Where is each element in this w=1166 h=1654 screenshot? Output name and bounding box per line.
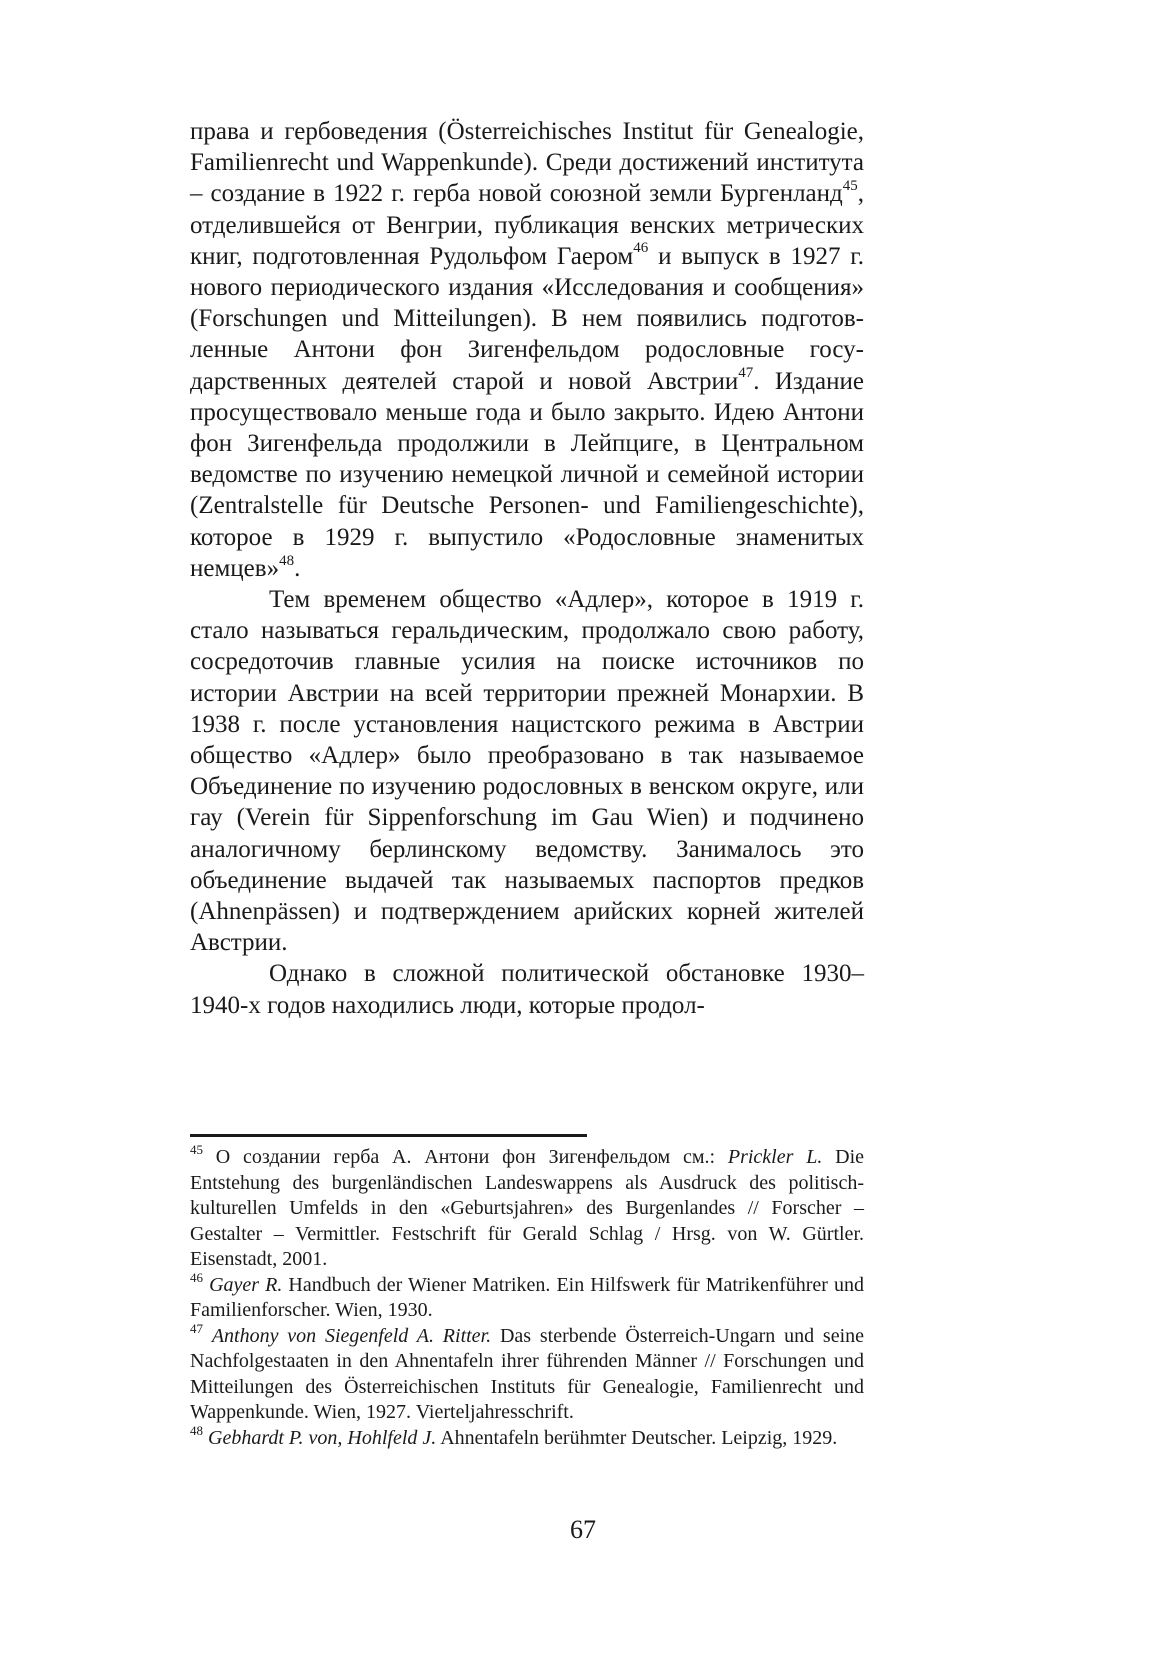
text-run: О создании герба А. Антони фон Зигенфельдом см.: — [203, 1146, 728, 1168]
main-text — [190, 116, 864, 1021]
footnote-number: 45 — [190, 1142, 203, 1158]
text-run: . — [294, 554, 301, 582]
author-name: Gayer R. — [209, 1273, 283, 1296]
footnote-ref: 45 — [842, 178, 858, 195]
footnote — [190, 1422, 864, 1452]
text-run: Die Entstehung des burgenländischen Landeswappens als Ausdruck des politisch-kulturellen Umfelds in den «Geburtsjahren» des Burgenlandes // Forscher – Gestalter – Vermittler. Festschrift für Gerald Schlag / Hrsg. von W. Gürtler. Eisenstadt, 2001. — [190, 1146, 864, 1270]
paragraph — [190, 584, 864, 958]
footnote-number: 47 — [190, 1320, 203, 1336]
author-name: Anthony von Siegenfeld A. Ritter. — [211, 1324, 492, 1347]
footnote-ref: 47 — [738, 365, 754, 382]
footnotes — [190, 1142, 865, 1451]
text-run: , отделившейся от Венгрии, публикация венских метрических книг, подготовленная Рудольфом Гаером — [190, 180, 864, 270]
text-run: права и гербоведения (Österreichisches Institut für Genealogie, Familienrecht und Wappenkunde). Среди достижений института – создание в 1922 г. герба новой союзной земли Бургенланд — [190, 118, 864, 208]
author-name: Prickler L. — [727, 1146, 823, 1168]
text-run: . Издание просуществовало меньше года и было закрыто. Идею Антони фон Зигенфельда продолжили в Лейпциге, в Центральном ведомстве по изучению немецкой личной и семейной истории (Zentralstelle für Deutsche Personen- und Familiengeschichte), которое в 1929 г. выпустило «Родословные знаменитых немцев» — [190, 367, 864, 582]
text-run — [203, 1325, 212, 1347]
footnote-separator — [190, 1134, 587, 1137]
footnote-number: 46 — [190, 1269, 203, 1285]
text-run: Однако в сложной политической обстановке 1930–1940-х годов находились люди, которые продол- — [190, 960, 864, 1019]
paragraph — [190, 958, 864, 1020]
footnote — [190, 1142, 864, 1273]
text-run: Handbuch der Wiener Matriken. Ein Hilfswerk für Matrikenführer und Familienforscher. Wien, 1930. — [190, 1273, 864, 1321]
text-run: и выпуск в 1927 г. нового периодического издания «Исследования и сообщения» (Forschungen und Mitteilungen). В нем появились подготовленные Антони фон Зигенфельдом родословные государственных деятелей старой и новой Австрии — [190, 242, 864, 395]
text-run: Ahnentafeln berühmter Deutscher. Leipzig, 1929. — [436, 1426, 838, 1449]
footnote-ref: 48 — [279, 552, 295, 569]
page-number: 67 — [570, 1515, 596, 1544]
paragraph — [190, 116, 864, 584]
footnote-number: 48 — [190, 1422, 203, 1438]
text-run: Das sterbende Österreich-Ungarn und seine Nachfolgestaaten in den Ahnentafeln ihrer führenden Männer // Forschungen und Mitteilungen des Österreichischen Instituts für Genealogie, Familienrecht und Wappenkunde. Wien, 1927. Vierteljahresschrift. — [190, 1324, 865, 1423]
footnote-ref: 46 — [633, 240, 649, 257]
footnote — [190, 1320, 865, 1426]
footnote — [190, 1269, 864, 1324]
text-run: Тем временем общество «Адлер», которое в 1919 г. стало называться геральдическим, продолжало свою работу, сосредоточив главные усилия на поиске источников по истории Австрии на всей территории прежней Монархии. В 1938 г. после установления нацистского режима в Австрии общество «Адлер» было преобразовано в так называемое Объединение по изучению родословных в венском округе, или гау (Verein für Sippenforschung im Gau Wien) и подчинено аналогичному берлинскому ведомству. Занималось это объединение выдачей так называемых паспортов предков (Ahnenpässen) и подтверждением арийских корней жителей Австрии. — [190, 586, 864, 957]
author-name: Gebhardt P. von, Hohlfeld J. — [208, 1426, 437, 1449]
